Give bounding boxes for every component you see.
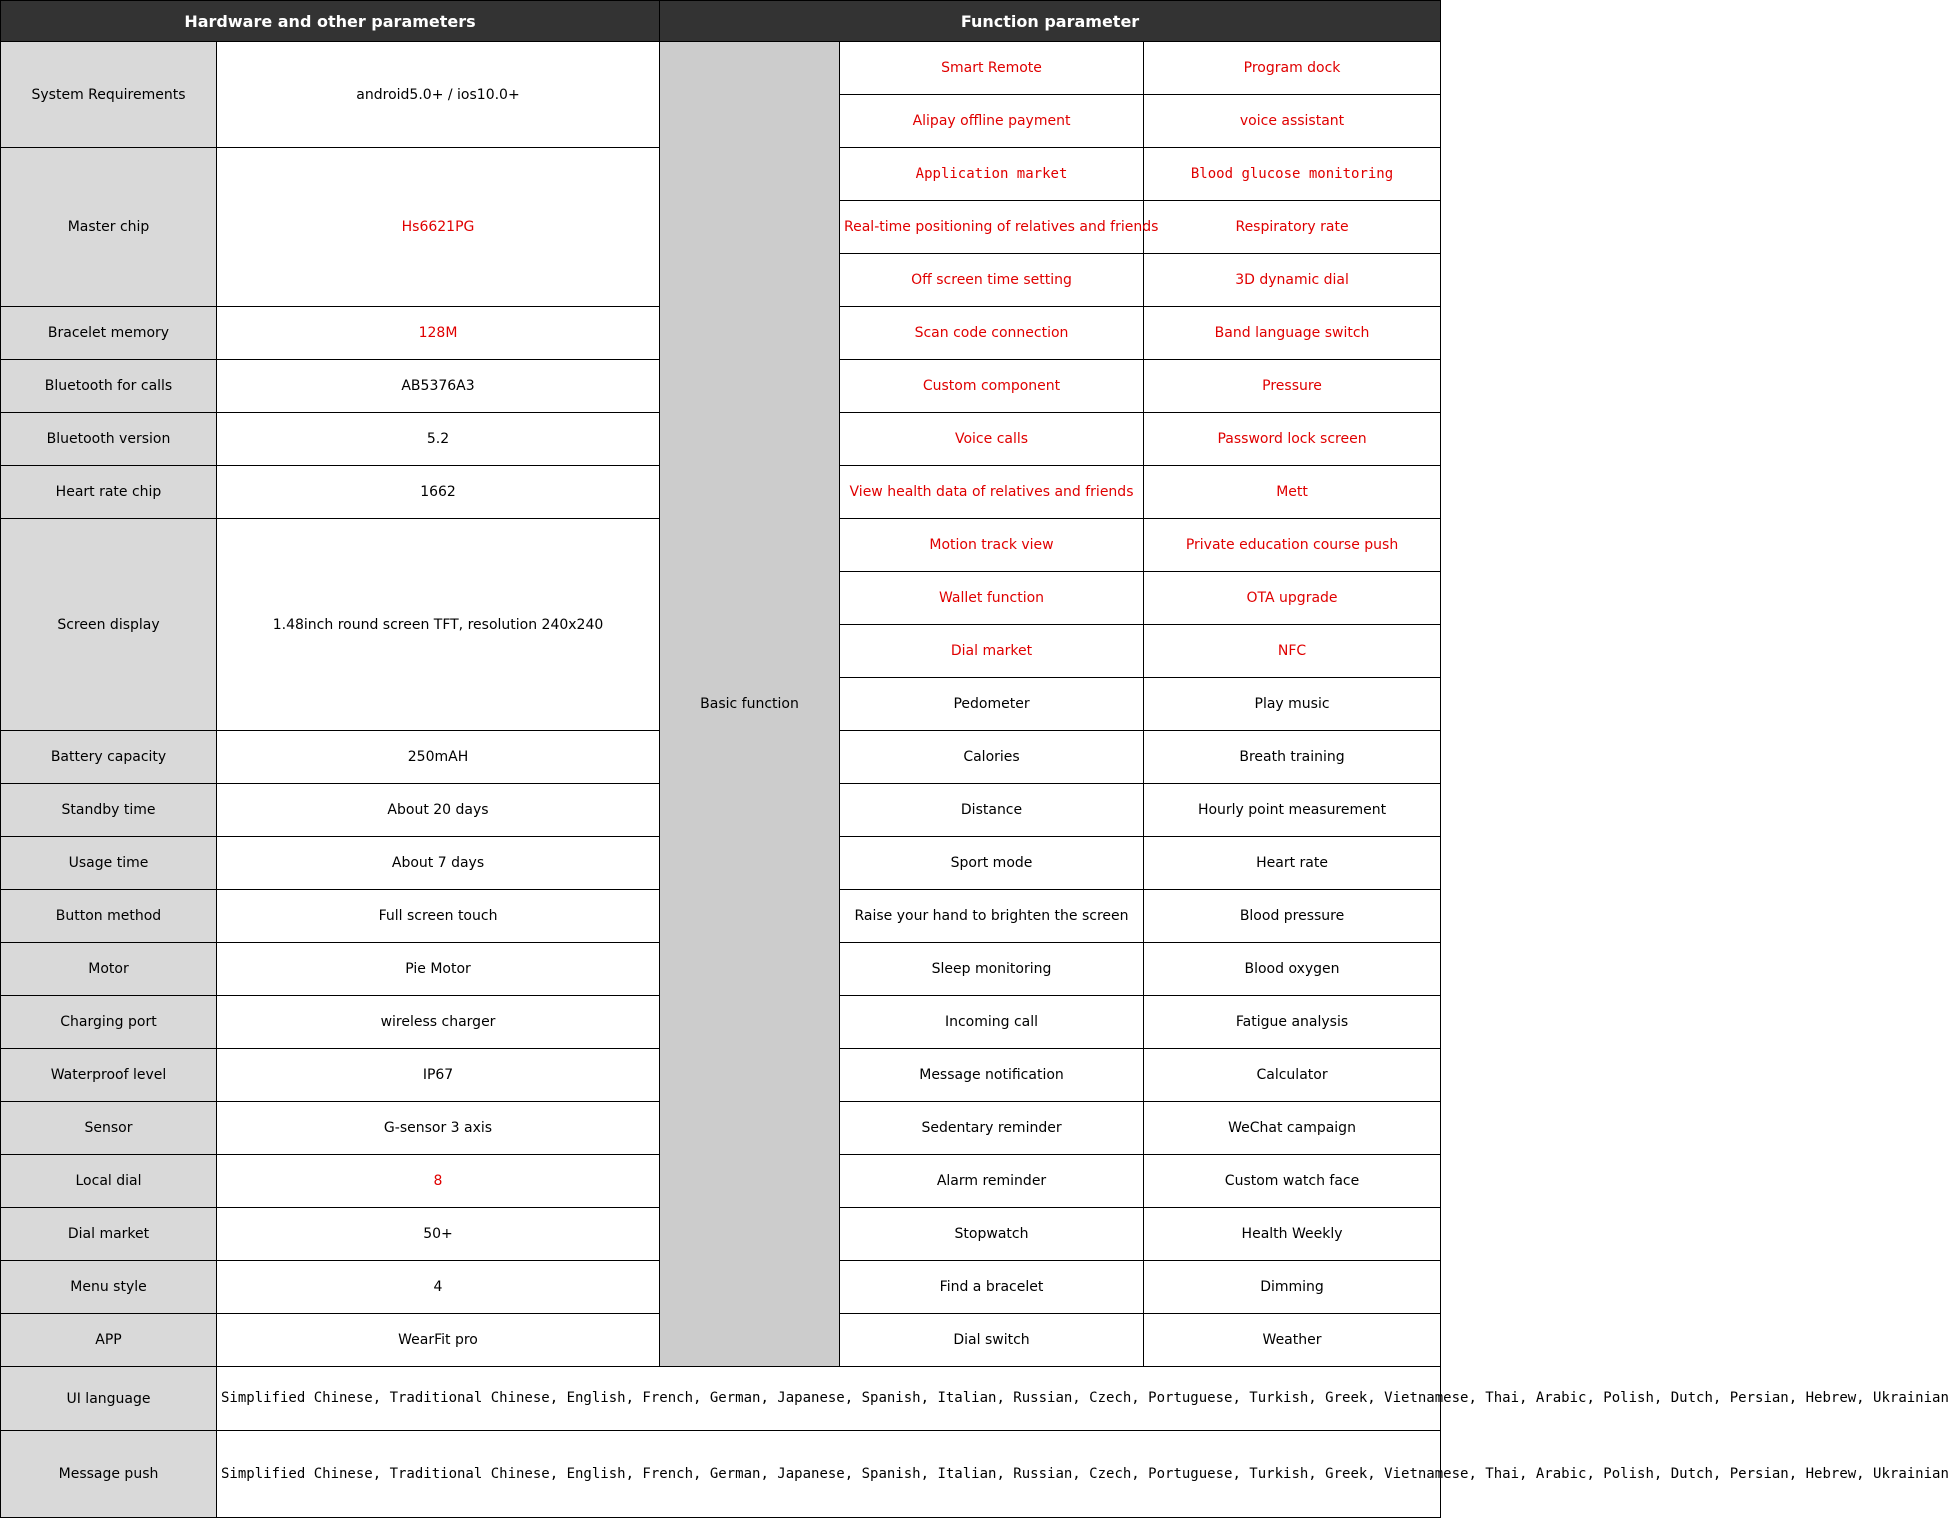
function-cell: Weather (1144, 1314, 1441, 1367)
function-cell: Application market (840, 148, 1144, 201)
function-cell: Respiratory rate (1144, 201, 1441, 254)
row-value: 1.48inch round screen TFT, resolution 240x240 (217, 519, 660, 731)
function-cell: Stopwatch (840, 1208, 1144, 1261)
function-cell: Mett (1144, 466, 1441, 519)
basic-function-label: Basic function (660, 42, 840, 1367)
row-label: Screen display (1, 519, 217, 731)
function-cell: Smart Remote (840, 42, 1144, 95)
header-row (1, 1, 1441, 42)
function-cell: Private education course push (1144, 519, 1441, 572)
row-value: 250mAH (217, 731, 660, 784)
function-cell: NFC (1144, 625, 1441, 678)
function-cell: 3D dynamic dial (1144, 254, 1441, 307)
function-cell: Dial market (840, 625, 1144, 678)
row-label: Master chip (1, 148, 217, 307)
function-cell: Find a bracelet (840, 1261, 1144, 1314)
row-value: Hs6621PG (217, 148, 660, 307)
function-cell: voice assistant (1144, 95, 1441, 148)
row-value: 1662 (217, 466, 660, 519)
function-cell: Real-time positioning of relatives and friends (840, 201, 1144, 254)
table-row (1, 1367, 1441, 1431)
row-value: Pie Motor (217, 943, 660, 996)
row-label: Standby time (1, 784, 217, 837)
row-label: Battery capacity (1, 731, 217, 784)
row-label: Button method (1, 890, 217, 943)
function-cell: Raise your hand to brighten the screen (840, 890, 1144, 943)
row-label: Sensor (1, 1102, 217, 1155)
function-cell: Wallet function (840, 572, 1144, 625)
function-cell: Fatigue analysis (1144, 996, 1441, 1049)
function-cell: Off screen time setting (840, 254, 1144, 307)
function-cell: Incoming call (840, 996, 1144, 1049)
row-value: Full screen touch (217, 890, 660, 943)
row-label: System Requirements (1, 42, 217, 148)
function-cell: Message notification (840, 1049, 1144, 1102)
row-label: Local dial (1, 1155, 217, 1208)
function-cell: Alarm reminder (840, 1155, 1144, 1208)
table-row (1, 42, 1441, 95)
function-cell: Band language switch (1144, 307, 1441, 360)
function-cell: Sleep monitoring (840, 943, 1144, 996)
row-value: IP67 (217, 1049, 660, 1102)
function-cell: Heart rate (1144, 837, 1441, 890)
function-cell: WeChat campaign (1144, 1102, 1441, 1155)
function-cell: Blood glucose monitoring (1144, 148, 1441, 201)
row-value: 128M (217, 307, 660, 360)
header-hardware: Hardware and other parameters (1, 1, 660, 42)
function-cell: Blood pressure (1144, 890, 1441, 943)
function-cell: Custom component (840, 360, 1144, 413)
function-cell: Program dock (1144, 42, 1441, 95)
row-value: 50+ (217, 1208, 660, 1261)
function-cell: Calculator (1144, 1049, 1441, 1102)
function-cell: Motion track view (840, 519, 1144, 572)
function-cell: Pressure (1144, 360, 1441, 413)
function-cell: Calories (840, 731, 1144, 784)
function-cell: Dimming (1144, 1261, 1441, 1314)
function-cell: Pedometer (840, 678, 1144, 731)
row-label: Waterproof level (1, 1049, 217, 1102)
row-label: Motor (1, 943, 217, 996)
row-label: Charging port (1, 996, 217, 1049)
function-cell: Breath training (1144, 731, 1441, 784)
function-cell: View health data of relatives and friends (840, 466, 1144, 519)
row-value: G-sensor 3 axis (217, 1102, 660, 1155)
row-value: About 20 days (217, 784, 660, 837)
function-cell: Alipay offline payment (840, 95, 1144, 148)
row-value: wireless charger (217, 996, 660, 1049)
ui-language-value: Simplified Chinese, Traditional Chinese, English, French, German, Japanese, Spanish, Italian, Russian, Czech, Portuguese, Turkish, Greek, Vietnamese, Thai, Arabic, Polish, Dutch, Persian, Hebrew, Ukrainian (217, 1367, 1441, 1431)
row-label: Menu style (1, 1261, 217, 1314)
ui-language-label: UI language (1, 1367, 217, 1431)
function-cell: Play music (1144, 678, 1441, 731)
row-label: Usage time (1, 837, 217, 890)
function-cell: Sport mode (840, 837, 1144, 890)
row-value: 8 (217, 1155, 660, 1208)
function-cell: Blood oxygen (1144, 943, 1441, 996)
row-value: 4 (217, 1261, 660, 1314)
function-cell: Scan code connection (840, 307, 1144, 360)
row-label: Bracelet memory (1, 307, 217, 360)
function-cell: Distance (840, 784, 1144, 837)
table-row (1, 1431, 1441, 1518)
message-push-value: Simplified Chinese, Traditional Chinese, English, French, German, Japanese, Spanish, Italian, Russian, Czech, Portuguese, Turkish, Greek, Vietnamese, Thai, Arabic, Polish, Dutch, Persian, Hebrew, Ukrainian (217, 1431, 1441, 1518)
message-push-label: Message push (1, 1431, 217, 1518)
function-cell: Health Weekly (1144, 1208, 1441, 1261)
row-value: android5.0+ / ios10.0+ (217, 42, 660, 148)
function-cell: Dial switch (840, 1314, 1144, 1367)
function-cell: Sedentary reminder (840, 1102, 1144, 1155)
row-label: Bluetooth version (1, 413, 217, 466)
function-cell: OTA upgrade (1144, 572, 1441, 625)
row-label: Heart rate chip (1, 466, 217, 519)
row-value: AB5376A3 (217, 360, 660, 413)
function-cell: Password lock screen (1144, 413, 1441, 466)
function-cell: Hourly point measurement (1144, 784, 1441, 837)
function-cell: Voice calls (840, 413, 1144, 466)
row-value: WearFit pro (217, 1314, 660, 1367)
row-label: APP (1, 1314, 217, 1367)
function-cell: Custom watch face (1144, 1155, 1441, 1208)
row-value: 5.2 (217, 413, 660, 466)
header-function: Function parameter (660, 1, 1441, 42)
row-value: About 7 days (217, 837, 660, 890)
row-label: Dial market (1, 1208, 217, 1261)
row-label: Bluetooth for calls (1, 360, 217, 413)
